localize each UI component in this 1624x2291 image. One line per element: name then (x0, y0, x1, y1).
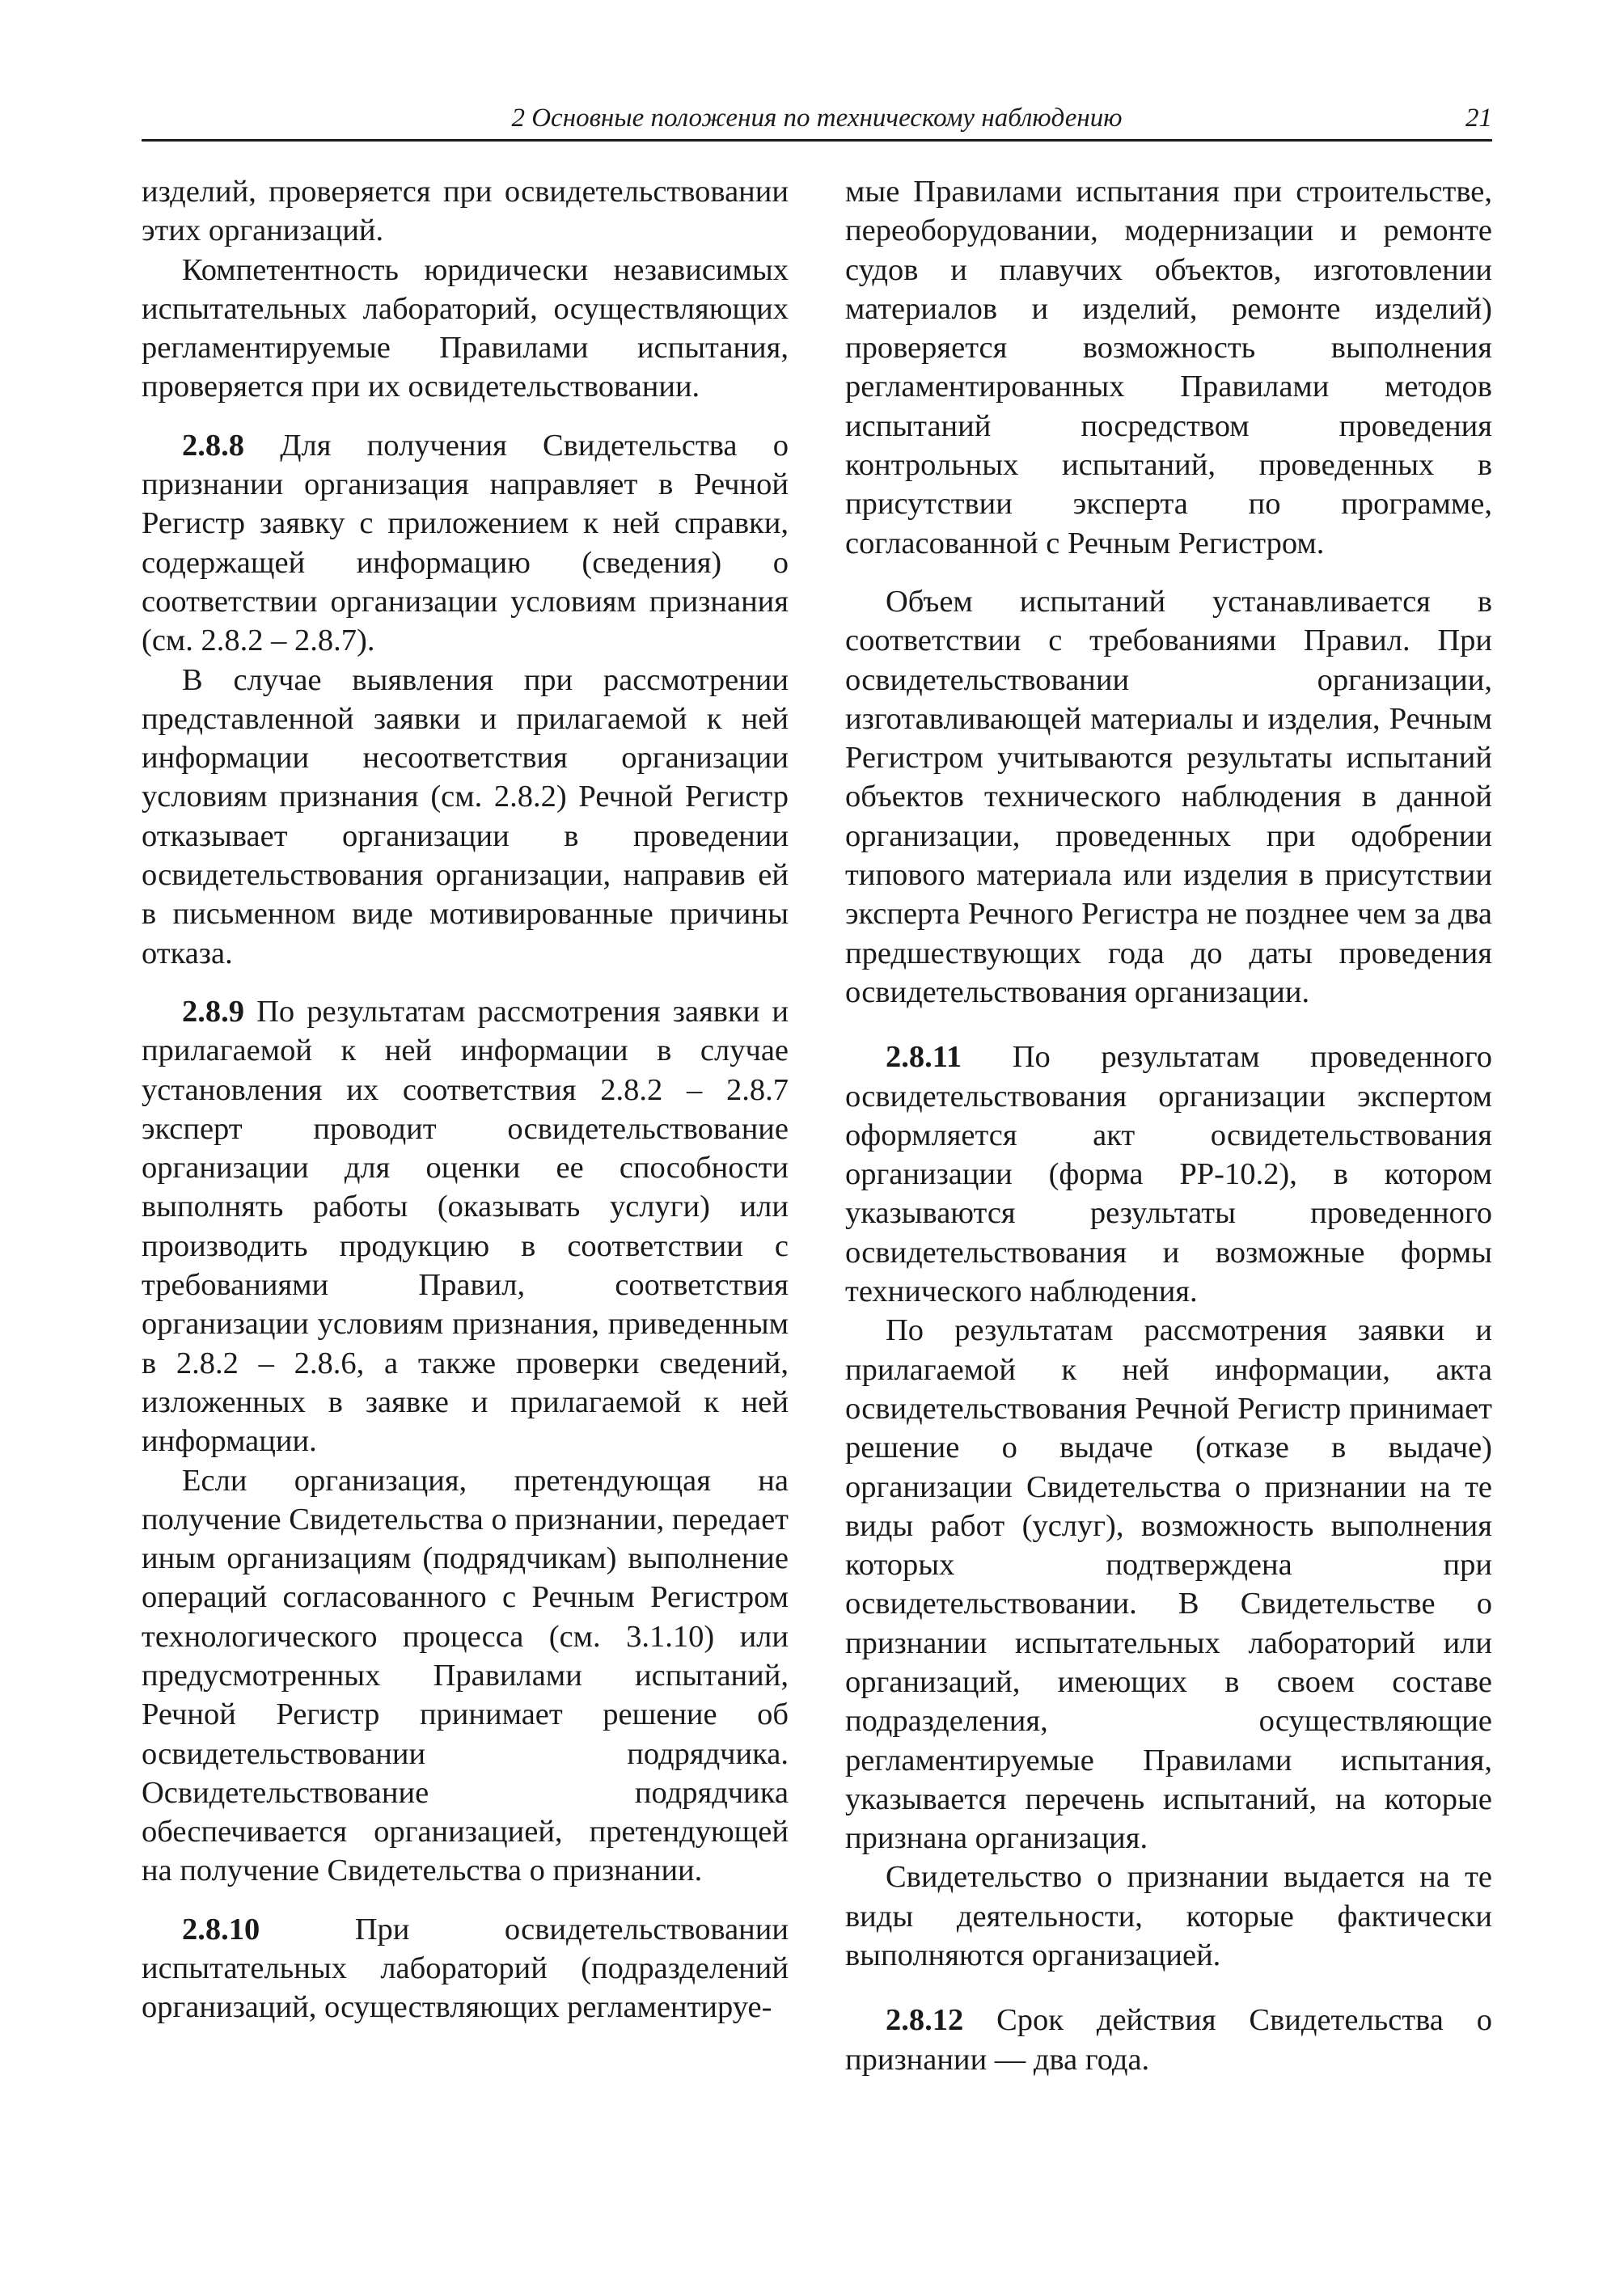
section-text: При освидетельствовании испытательных лабораторий (подразделений организаций, осуществляющих регламентируе- (142, 1912, 789, 2025)
paragraph: Если организация, претендующая на получение Свидетельства о признании, передает иным организациям (подрядчикам) выполнение операций согласованного с Речным Регистром технологического процесса (см. 3.1.10) или предусмотренных Правилами испытаний, Речной Регистр принимает решение об освидетельствовании подрядчика. Освидетельствование подрядчика обеспечивается организацией, претендующей на получение Свидетельства о признании. (142, 1463, 789, 1888)
running-header (142, 104, 1492, 142)
right-column (845, 172, 1492, 2079)
section-number: 2.8.10 (182, 1912, 260, 1947)
section-number: 2.8.12 (886, 2003, 964, 2038)
paragraph: Объем испытаний устанавливается в соответствии с требованиями Правил. При освидетельствовании организации, изготавливающей материалы и изделия, Речным Регистром учитываются результаты испытаний объектов технического наблюдения в данной организации, проведенных при одобрении типового материала или изделия в присутствии эксперта Речного Регистра не позднее чем за два предшествующих года до даты проведения освидетельствования организации. (845, 584, 1492, 1009)
section-2-8-11 (845, 1038, 1492, 1311)
section-text: По результатам проведенного освидетельствования организации экспертом оформляется акт освидетельствования организации (форма РР-10.2), в котором указываются результаты проведенного освидетельствования и возможные формы технического наблюдения. (845, 1040, 1492, 1309)
paragraph: В случае выявления при рассмотрении представленной заявки и прилагаемой к ней информации несоответствия организации условиям признания (см. 2.8.2) Речной Регистр отказывает организации в проведении освидетельствования организации, направив ей в письменном виде мотивированные причины отказа. (142, 662, 789, 970)
section-number: 2.8.9 (182, 994, 244, 1029)
section-number: 2.8.8 (182, 428, 244, 463)
paragraph: мые Правилами испытания при строительстве, переоборудовании, модернизации и ремонте судов и плавучих объектов, изготовлении материалов и изделий, ремонте изделий) проверяется возможность выполнения регламентированных Правилами методов испытаний посредством проведения контрольных испытаний, проведенных в присутствии эксперта по программе, согласованной с Речным Регистром. (845, 175, 1492, 560)
page-number: 21 (1465, 104, 1492, 133)
section-text: Срок действия Свидетельства о признании — два года. (845, 2003, 1492, 2077)
section-text: По результатам рассмотрения заявки и прилагаемой к ней информации в случае установления их соответствия 2.8.2 – 2.8.7 эксперт проводит освидетельствование организации для оценки ее способности выполнять работы (оказывать услуги) или производить продукцию в соответствии с требованиями Правил, соответствия организации условиям признания, приведенным в 2.8.2 – 2.8.6, а также проверки сведений, изложенных в заявке и прилагаемой к ней информации. (142, 994, 789, 1459)
left-column (142, 172, 789, 2027)
paragraph: По результатам рассмотрения заявки и прилагаемой к ней информации, акта освидетельствования Речной Регистр принимает решение о выдаче (отказе в выдаче) организации Свидетельства о признании на те виды работ (услуг), возможность выполнения которых подтверждена при освидетельствовании. В Свидетельстве о признании испытательных лабораторий или организаций, имеющих в своем составе подразделения, осуществляющие регламентируемые Правилами испытания, указывается перечень испытаний, на которые признана организация. (845, 1313, 1492, 1856)
running-header-title: 2 Основные положения по техническому наблюдению (511, 104, 1123, 133)
section-2-8-9 (142, 992, 789, 1461)
section-2-8-12 (845, 2001, 1492, 2079)
paragraph: Свидетельство о признании выдается на те виды деятельности, которые фактически выполняются организацией. (845, 1860, 1492, 1973)
section-2-8-10 (142, 1910, 789, 2027)
section-2-8-8 (142, 426, 789, 661)
section-number: 2.8.11 (886, 1040, 962, 1075)
paragraph: Компетентность юридически независимых испытательных лабораторий, осуществляющих регламентируемые Правилами испытания, проверяется при их освидетельствовании. (142, 252, 789, 404)
section-text: Для получения Свидетельства о признании организация направляет в Речной Регистр заявку с приложением к ней справки, содержащей информацию (сведения) о соответствии организации условиям признания (см. 2.8.2 – 2.8.7). (142, 428, 789, 658)
paragraph: изделий, проверяется при освидетельствовании этих организаций. (142, 175, 789, 248)
